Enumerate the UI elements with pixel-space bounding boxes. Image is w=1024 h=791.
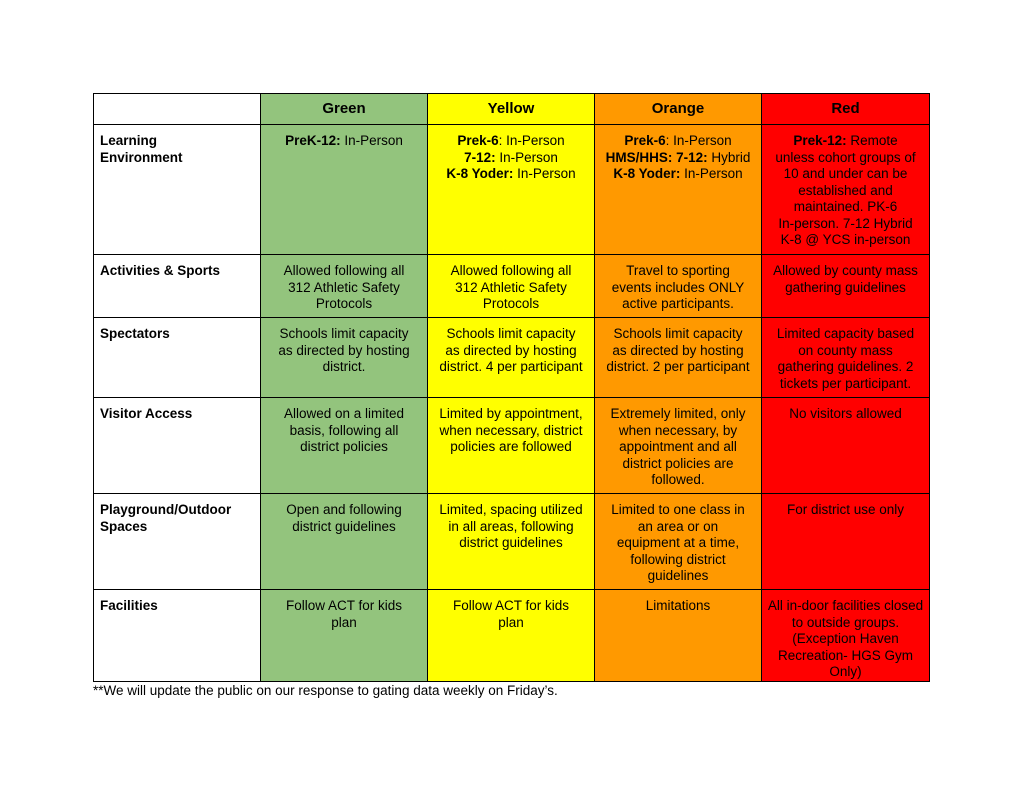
cell-line: Allowed following all <box>283 263 405 278</box>
cell-text: In-Person <box>495 149 558 165</box>
cell-line: Limited by appointment, <box>439 406 583 421</box>
cell-line: district. 2 per participant <box>606 359 750 374</box>
cell-line: as directed by hosting <box>278 342 410 358</box>
cell-line: Follow ACT for kids <box>285 598 403 613</box>
cell-line: to outside groups. <box>791 614 900 630</box>
row-label-line: Activities & Sports <box>100 263 221 278</box>
cell-line <box>265 133 423 150</box>
row-playground-outdoor <box>94 494 930 590</box>
cell-line: gathering guidelines. 2 <box>777 359 914 374</box>
cell-text: Hybrid <box>707 149 751 165</box>
bold-prefix: Prek-6 <box>624 133 666 148</box>
cell-line: as directed by hosting <box>612 342 744 358</box>
row-label-line: Facilities <box>100 598 158 613</box>
cell-text: In-Person <box>513 166 576 181</box>
cell-line: Protocols <box>315 296 373 311</box>
cell-red <box>762 494 930 590</box>
header-yellow: Yellow <box>428 94 595 125</box>
cell-line: guidelines <box>647 568 709 583</box>
cell-line: Protocols <box>482 296 540 311</box>
cell-line: tickets per participant. <box>779 375 912 391</box>
cell-orange <box>595 255 762 318</box>
cell-line: in all areas, following <box>448 518 574 534</box>
cell-line: plan <box>498 614 524 630</box>
cell-line: K-8 @ YCS in-person <box>780 232 911 247</box>
cell-line: Limited capacity based <box>776 326 915 341</box>
cell-line: Limitations <box>645 598 711 613</box>
cell-line: Limited, spacing utilized <box>439 502 583 517</box>
cell-line: gathering guidelines <box>785 279 906 295</box>
cell-orange <box>595 398 762 494</box>
cell-line: Allowed by county mass <box>773 263 918 278</box>
cell-line <box>432 166 590 183</box>
cell-line <box>432 150 590 167</box>
row-label-line: Playground/Outdoor <box>100 502 232 517</box>
cell-red <box>762 255 930 318</box>
cell-line: plan <box>331 614 357 630</box>
bold-prefix: K-8 Yoder: <box>446 166 514 181</box>
gating-table <box>93 93 930 682</box>
cell-red <box>762 398 930 494</box>
cell-yellow <box>428 494 595 590</box>
cell-text: : In-Person <box>665 133 732 148</box>
cell-line: an area or on <box>637 518 719 534</box>
cell-line: Allowed on a limited <box>283 406 405 421</box>
cell-line: maintained. PK-6 <box>793 199 898 214</box>
row-label <box>94 255 261 318</box>
cell-green <box>261 125 428 255</box>
cell-line: appointment and all <box>619 439 737 454</box>
cell-line <box>599 166 757 183</box>
cell-line: events includes ONLY <box>611 279 745 295</box>
cell-line: as directed by hosting <box>445 342 577 358</box>
cell-line: established and <box>798 182 893 198</box>
cell-line: All in-door facilities closed <box>767 598 924 613</box>
row-label-line: Learning <box>100 133 158 148</box>
cell-yellow <box>428 255 595 318</box>
cell-line: Schools limit capacity <box>279 326 409 341</box>
cell-line: Extremely limited, only <box>610 406 746 421</box>
cell-line: Schools limit capacity <box>446 326 576 341</box>
cell-line <box>766 133 925 150</box>
cell-green <box>261 494 428 590</box>
row-learning-environment <box>94 125 930 255</box>
row-label-line: Visitor Access <box>100 406 193 421</box>
cell-orange <box>595 494 762 590</box>
cell-line: when necessary, district <box>439 422 583 438</box>
cell-line: district. 4 per participant <box>439 359 583 374</box>
header-row <box>94 94 930 125</box>
cell-line: 312 Athletic Safety <box>455 279 567 295</box>
cell-line: when necessary, by <box>618 422 738 438</box>
cell-line: 10 and under can be <box>783 166 908 181</box>
header-empty <box>94 94 261 125</box>
bold-prefix: Prek-12: <box>793 133 847 148</box>
row-spectators <box>94 318 930 398</box>
cell-line: active participants. <box>622 296 734 311</box>
row-label-line: Environment <box>100 149 183 165</box>
cell-line: district. <box>322 359 366 374</box>
bold-prefix: 7-12: <box>464 149 496 165</box>
cell-line <box>599 150 757 167</box>
cell-yellow <box>428 318 595 398</box>
cell-line: 312 Athletic Safety <box>288 279 400 295</box>
cell-line: basis, following all <box>289 422 399 438</box>
cell-red <box>762 590 930 682</box>
cell-line: Open and following <box>286 502 402 517</box>
bold-prefix: Prek-6 <box>457 133 499 148</box>
bold-prefix: PreK-12: <box>285 133 341 148</box>
header-red: Red <box>762 94 930 125</box>
row-label <box>94 125 261 255</box>
cell-line: Recreation- HGS Gym <box>777 647 914 663</box>
cell-red <box>762 318 930 398</box>
row-label <box>94 318 261 398</box>
cell-green <box>261 398 428 494</box>
cell-line: Follow ACT for kids <box>452 598 570 613</box>
row-label <box>94 494 261 590</box>
row-activities-sports <box>94 255 930 318</box>
bold-prefix: HMS/HHS: 7-12: <box>605 149 708 165</box>
cell-text: Remote <box>846 133 898 148</box>
cell-text: In-Person <box>340 133 403 148</box>
cell-line: district policies <box>300 439 388 454</box>
row-label <box>94 398 261 494</box>
cell-line: (Exception Haven <box>792 631 899 646</box>
cell-yellow <box>428 398 595 494</box>
cell-green <box>261 318 428 398</box>
cell-text: In-Person <box>680 166 743 181</box>
cell-line: policies are followed <box>450 439 572 454</box>
cell-line: district policies are <box>622 455 734 471</box>
cell-green <box>261 255 428 318</box>
header-orange: Orange <box>595 94 762 125</box>
cell-line: following district <box>630 551 726 567</box>
cell-line: unless cohort groups of <box>775 149 916 165</box>
cell-line: For district use only <box>786 502 905 517</box>
cell-line: No visitors allowed <box>789 406 902 421</box>
cell-text: : In-Person <box>498 133 565 148</box>
cell-line: Only) <box>829 664 862 679</box>
cell-line: equipment at a time, <box>616 535 740 550</box>
row-label-line: Spectators <box>100 326 170 341</box>
cell-line: district guidelines <box>292 518 396 534</box>
row-label <box>94 590 261 682</box>
cell-green <box>261 590 428 682</box>
row-label-line: Spaces <box>100 518 148 534</box>
footnote: **We will update the public on our response to gating data weekly on Friday’s. <box>93 683 558 698</box>
row-visitor-access <box>94 398 930 494</box>
cell-yellow <box>428 125 595 255</box>
cell-yellow <box>428 590 595 682</box>
cell-orange <box>595 590 762 682</box>
cell-line: district guidelines <box>459 535 563 550</box>
cell-line <box>599 133 757 150</box>
cell-line: followed. <box>651 472 705 487</box>
row-facilities <box>94 590 930 682</box>
cell-line: Limited to one class in <box>611 502 745 517</box>
cell-orange <box>595 125 762 255</box>
cell-line: on county mass <box>798 342 893 358</box>
cell-line <box>432 133 590 150</box>
bold-prefix: K-8 Yoder: <box>613 166 681 181</box>
cell-red <box>762 125 930 255</box>
cell-line: Schools limit capacity <box>613 326 743 341</box>
cell-line: In-person. 7-12 Hybrid <box>778 215 913 231</box>
cell-line: Travel to sporting <box>626 263 730 278</box>
header-green: Green <box>261 94 428 125</box>
cell-line: Allowed following all <box>450 263 572 278</box>
cell-orange <box>595 318 762 398</box>
